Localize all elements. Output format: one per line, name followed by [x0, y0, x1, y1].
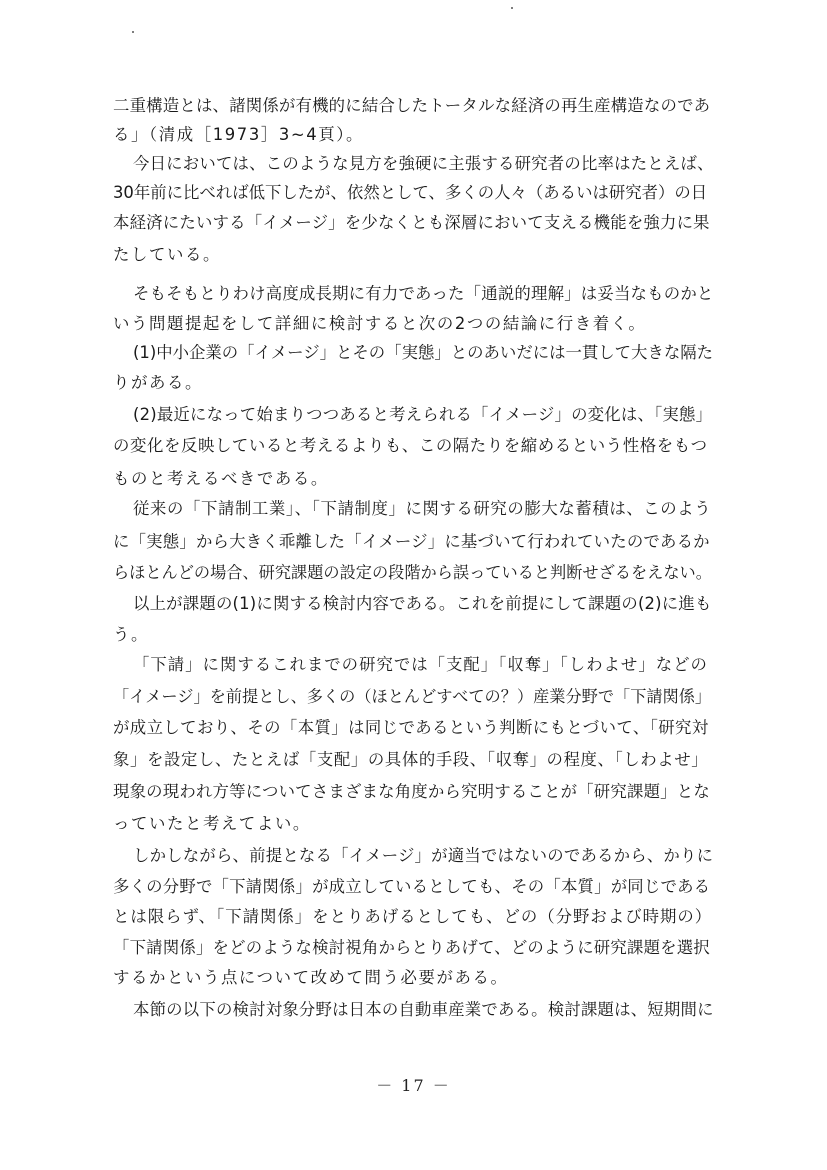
text-line: っていたと考えてよい。 [113, 814, 311, 833]
text-line: 従来の「下請制工業」、「下請制度」に関する研究の膨大な蓄積は、このよう [133, 499, 712, 518]
text-line: するかという点について改めて問う必要がある。 [113, 968, 509, 987]
text-line: 多くの分野で「下請関係」が成立しているとしても、その「本質」が同じである [113, 877, 711, 896]
text-line: 現象の現われ方等についてさまざまな角度から究明することが「研究課題」とな [113, 782, 710, 801]
text-line: 「下請」に関するこれまでの研究では「支配」「収奪」「しわよせ」などの [133, 655, 708, 674]
text-line: に「実態」から大きく乖離した「イメージ」に基づいて行われていたのであるか [113, 532, 710, 551]
text-line: る」（清成［1973］3~4頁）。 [113, 125, 365, 144]
text-line: そもそもとりわけ高度成長期に有力であった「通説的理解」は妥当なものかと [133, 284, 714, 303]
page-number: － 17 － [376, 1076, 451, 1095]
text-line: う。 [113, 625, 149, 644]
text-line: 今日においては、このような見方を強硬に主張する研究者の比率はたとえば、 [133, 154, 714, 173]
scan-speck [511, 7, 513, 9]
text-line: ものと考えるべきである。 [113, 469, 329, 488]
text-line: らほとんどの場合、研究課題の設定の段階から誤っていると判断せざるをえない。 [113, 563, 712, 582]
text-line: (2)最近になって始まりつつあると考えられる「イメージ」の変化は、「実態」 [133, 405, 713, 424]
text-line: 以上が課題の(1)に関する検討内容である。これを前提にして課題の(2)に進も [133, 594, 712, 613]
text-line: 「イメージ」を前提とし、多くの（ほとんどすべての？）産業分野で「下請関係」 [113, 687, 712, 706]
text-line: (1)中小企業の「イメージ」とその「実態」とのあいだには一貫して大きな隔た [133, 343, 714, 362]
text-line: 本節の以下の検討対象分野は日本の自動車産業である。検討課題は、短期間に [133, 1000, 714, 1019]
scan-speck [132, 31, 134, 33]
text-line: しかしながら、前提となる「イメージ」が適当ではないのであるから、かりに [133, 846, 714, 865]
text-line: 30年前に比べれば低下したが、依然として、多くの人々（あるいは研究者）の日 [113, 183, 708, 202]
text-line: たしている。 [113, 245, 221, 264]
text-line: とは限らず、「下請関係」をとりあげるとしても、どの（分野および時期の） [113, 907, 713, 926]
text-line: 本経済にたいする「イメージ」を少なくとも深層において支える機能を強力に果 [113, 213, 710, 232]
text-line: いう問題提起をして詳細に検討すると次の2つの結論に行き着く。 [113, 314, 647, 333]
text-line: りがある。 [113, 373, 203, 392]
text-line: が成立しており、その「本質」は同じであるという判断にもとづいて、「研究対 [113, 718, 709, 737]
text-line: 象」を設定し、たとえば「支配」の具体的手段、「収奪」の程度、「しわよせ」 [113, 750, 709, 769]
text-line: の変化を反映していると考えるよりも、この隔たりを縮めるという性格をもつ [113, 436, 708, 455]
text-line: 二重構造とは、諸関係が有機的に結合したトータルな経済の再生産構造なのであ [113, 96, 711, 115]
text-line: 「下請関係」をどのような検討視角からとりあげて、どのように研究課題を選択 [113, 938, 710, 957]
